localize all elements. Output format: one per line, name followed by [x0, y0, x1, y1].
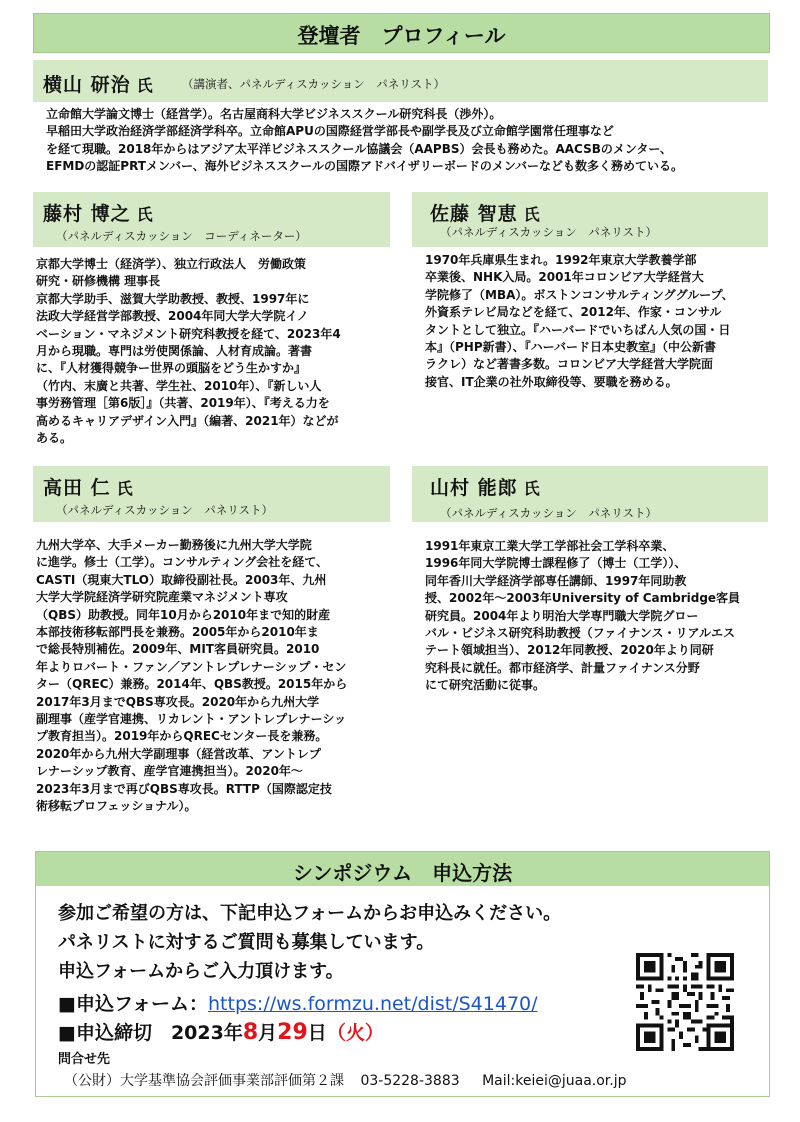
- profile-name-sato: 佐藤 智恵 氏: [430, 203, 541, 225]
- deadline-day-unit: 日: [307, 1022, 327, 1044]
- profile-bio-takata: 九州大学卒、大手メーカー勤務後に九州大学大学院 に進学。修士（工学）。コンサルティング会社を経て、 CASTI（現東大TLO）取締役副社長。2003年、九州 大学大学院経済学研究院産業マネジメント専攻 （QBS）助教授。同年10月から2010年まで知的財産 本部技術移転部門長を兼務。2005年から2010年ま で総長特別補佐。2009年、MIT客員研究員。2010 年よりロバート・ファン／アントレプレナーシップ・セン ター（QREC）兼務。2014年、QBS教授。2015年から 2017年3月までQBS専攻長。2020年から九州大学 副理事（産学官連携、リカレント・アントレプレナーシッ プ教育担当）。2019年からQRECセンター長を兼務。 2020年から九州大学副理事（経営改革、アントレプ レナーシップ教育、産学官連携担当）。2020年～ 2023年3月まで再びQBS専攻長。RTTP（国際認定技 術移転プロフェッショナル）。: [36, 538, 348, 814]
- profile-role-fujimura: （パネルディスカッション コーディネーター）: [56, 229, 307, 243]
- application-intro-2: パネリストに対するご質問も募集しています。: [58, 932, 435, 953]
- qr-code-icon[interactable]: [636, 953, 734, 1051]
- profile-role-yokoyama: （講演者、パネルディスカッション パネリスト）: [182, 77, 446, 91]
- form-label: ■申込フォーム：: [58, 993, 209, 1015]
- profile-bio-fujimura: 京都大学博士（経済学）、独立行政法人 労働政策 研究・研修機構 理事長 京都大学助手、滋賀大学助教授、教授、1997年に 法政大学経営学部教授、2004年同大学大学院イノ ベーション・マネジメント研究科教授を経て、2023年4 月から現職。専門は労使関係論、人材育成論。著書 に、『人材獲得競争ー世界の頭脳をどう生かすか』 （竹内、末廣と共著、学生社、2010年）、『新しい人 事労務管理［第6版］』（共著、2019年）、『考える力を 高めるキャリアデザイン入門』（編著、2021年）などが ある。: [36, 257, 341, 446]
- page-title: 登壇者 プロフィール: [297, 24, 506, 48]
- profile-bio-sato: 1970年兵庫県生まれ。1992年東京大学教養学部 卒業後、NHK入局。2001年コロンビア大学経営大 学院修了（MBA）。ボストンコンサルティンググループ、 外資系テレビ局などを経て、2012年、作家・コンサル タントとして独立。『ハーバードでいちばん人気の国・日 本』（PHP新書）、『ハーバード日本史教室』（中公新書 ラクレ）など著書多数。コロンビア大学経営大学院面 接官、IT企業の社外取締役等、要職を務める。: [425, 253, 734, 389]
- profile-bio-yokoyama: 立命館大学論文博士（経営学）。名古屋商科大学ビジネススクール研究科長（渉外）。 早稲田大学政治経済学部経済学科卒。立命館APUの国際経営学部長や副学長及び立命館学園常任理事など を経て現職。2018年からはアジア太平洋ビジネススクール協議会（AAPBS）会長も務めた。AACSBのメンター、 EFMDの認証PRTメンバー、海外ビジネススクールの国際アドバイザリーボードのメンバーなども数多く務めている。: [46, 107, 683, 174]
- form-url-link[interactable]: https://ws.formzu.net/dist/S41470/: [208, 993, 538, 1015]
- deadline-weekday: （火）: [326, 1022, 384, 1044]
- header-banner: [33, 13, 770, 53]
- contact-org: （公財）大学基準協会評価事業部評価第２課: [64, 1073, 344, 1089]
- application-form-row: [58, 989, 538, 1016]
- application-deadline-row: [58, 1018, 384, 1045]
- profile-name-takata: 高田 仁 氏: [43, 477, 134, 499]
- deadline-day: 29: [277, 1020, 308, 1045]
- deadline-month: 8: [242, 1020, 259, 1045]
- profile-bio-yamamura: 1991年東京工業大学工学部社会工学科卒業、 1996年同大学院博士課程修了（博士（工学））、 同年香川大学経済学部専任講師、1997年同助教 授、2002年～2003年University of Cambridge客員 研究員。2004年より明治大学専門職大学院グロー バル・ビジネス研究科助教授（ファイナンス・リアルエス テート領域担当）、2012年同教授、2020年より同研 究科長に就任。都市経済学、計量ファイナンス分野 にて研究活動に従事。: [425, 539, 741, 693]
- contact-label: 問合せ先: [58, 1052, 111, 1067]
- profile-name-fujimura: 藤村 博之 氏: [43, 203, 154, 225]
- profile-name-yokoyama: 横山 研治 氏: [43, 74, 154, 96]
- profile-name-yamamura: 山村 能郎 氏: [430, 477, 541, 499]
- application-intro-3: 申込フォームからご入力頂けます。: [58, 961, 344, 982]
- contact-row: [64, 1070, 627, 1090]
- application-title: シンポジウム 申込方法: [292, 861, 513, 885]
- contact-phone: 03-5228-3883: [360, 1073, 460, 1089]
- profile-role-yamamura: （パネルディスカッション パネリスト）: [440, 506, 658, 520]
- application-intro-1: 参加ご希望の方は、下記申込フォームからお申込みください。: [58, 903, 562, 924]
- profile-role-takata: （パネルディスカッション パネリスト）: [56, 503, 274, 517]
- deadline-label: ■申込締切 2023年: [58, 1022, 243, 1044]
- deadline-month-unit: 月: [258, 1022, 278, 1044]
- contact-mail[interactable]: Mail:keiei@juaa.or.jp: [482, 1073, 627, 1089]
- profile-role-sato: （パネルディスカッション パネリスト）: [440, 225, 658, 239]
